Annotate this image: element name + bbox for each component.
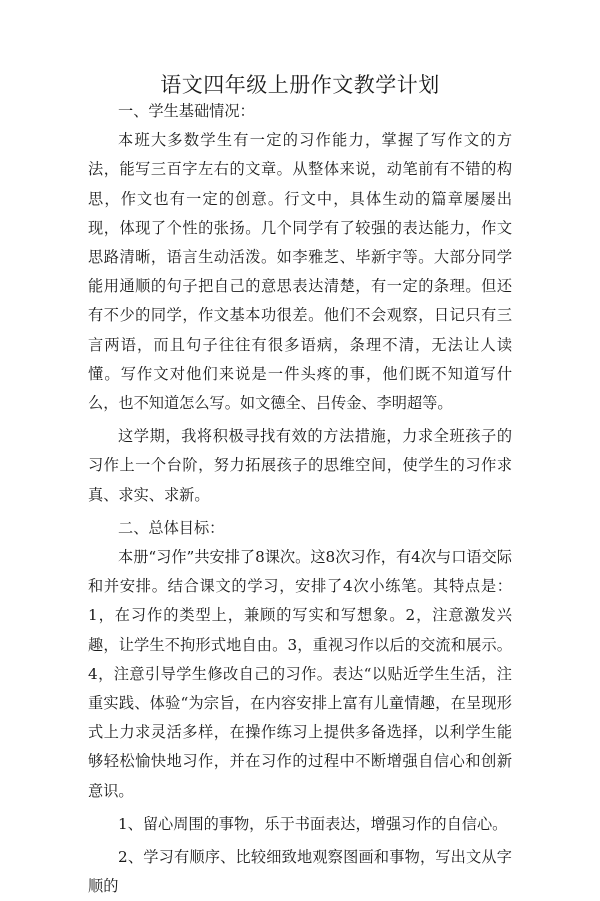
section-heading-basic: 一、学生基础情况：: [118, 102, 255, 120]
paragraph-semester-plan: 这学期，我将积极寻找有效的方法措施，力求全班孩子的习作上一个台阶，努力拓展孩子的思维空间，使学生的习作求真、求实、求新。: [88, 427, 512, 504]
section-heading-goals: 二、总体目标：: [118, 518, 225, 537]
paragraph-goals-overview: 本册“习作”共安排了8课次。这8次习作，有4次与口语交际和并安排。结合课文的学习，安排了4次小练笔。其特点是：1，在习作的类型上，兼顾的写实和写想象。2，注意激发兴趣，让学生不拘形式地自由。3，重视习作以后的交流和展示。4，注意引导学生修改自己的习作。表达“以贴近学生生活，注重实践、体验“为宗旨，在内容安排上富有儿童情趣，在呈现形式上力求灵活多样，在操作练习上提供多备选择，以利学生能够轻松愉快地习作，并在习作的过程中不断增强自信心和创新意识。: [88, 548, 512, 800]
document-body: [88, 97, 512, 901]
goal-item-2: 2、学习有顺序、比较细致地观察图画和事物，写出文从字顺的: [88, 848, 512, 896]
goal-item-1: 1、留心周围的事物，乐于书面表达，增强习作的自信心。: [118, 814, 508, 833]
paragraph-basic-situation: 本班大多数学生有一定的习作能力，掌握了写作文的方法，能写三百字左右的文章。从整体来说，动笔前有不错的构思，作文也有一定的创意。行文中，具体生动的篇章屡屡出现，体现了个性的张扬。几个同学有了较强的表达能力，作文思路清晰，语言生动活泼。如李雅芝、毕新宇等。大部分同学能用通顺的句子把自己的意思表达清楚，有一定的条理。但还有不少的同学，作文基本功很差。他们不会观察，日记只有三言两语，而且句子往往有很多语病，条理不清，无法让人读懂。写作文对他们来说是一件头疼的事，他们既不知道写什么，也不知道怎么写。如文德全、吕传金、李明超等。: [88, 131, 512, 413]
document-title: 语文四年级上册作文教学计划: [160, 73, 440, 97]
